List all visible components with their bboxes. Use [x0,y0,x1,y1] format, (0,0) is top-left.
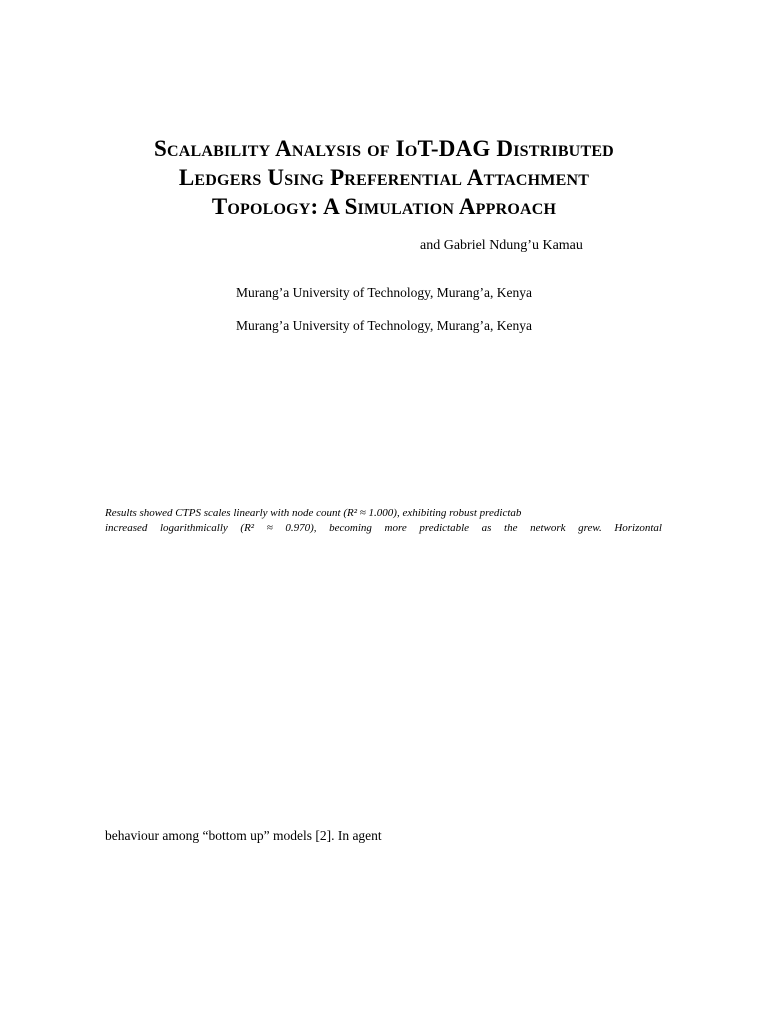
abstract [105,506,662,536]
affiliation-2: Murang’a University of Technology, Murang’a, Kenya [236,318,532,333]
author-name: and Gabriel Ndung’u Kamau [420,238,583,253]
title-line-3: Topology: A Simulation Approach [211,194,557,219]
abstract-line-2: increased logarithmically (R² ≈ 0.970), becoming more predictable as the network grew. Horizontal [105,522,662,534]
title-line-2: Ledgers Using Preferential Attachment [178,165,590,190]
paper-title [64,134,704,221]
abstract-line-1: Results showed CTPS scales linearly with node count (R² ≈ 1.000), exhibiting robust predictab [105,507,522,519]
body-text-line: behaviour among “bottom up” models [2]. In agent [105,828,382,843]
affiliation-1: Murang’a University of Technology, Murang’a, Kenya [236,285,532,300]
title-line-1: Scalability Analysis of IoT-DAG Distributed [154,136,614,161]
